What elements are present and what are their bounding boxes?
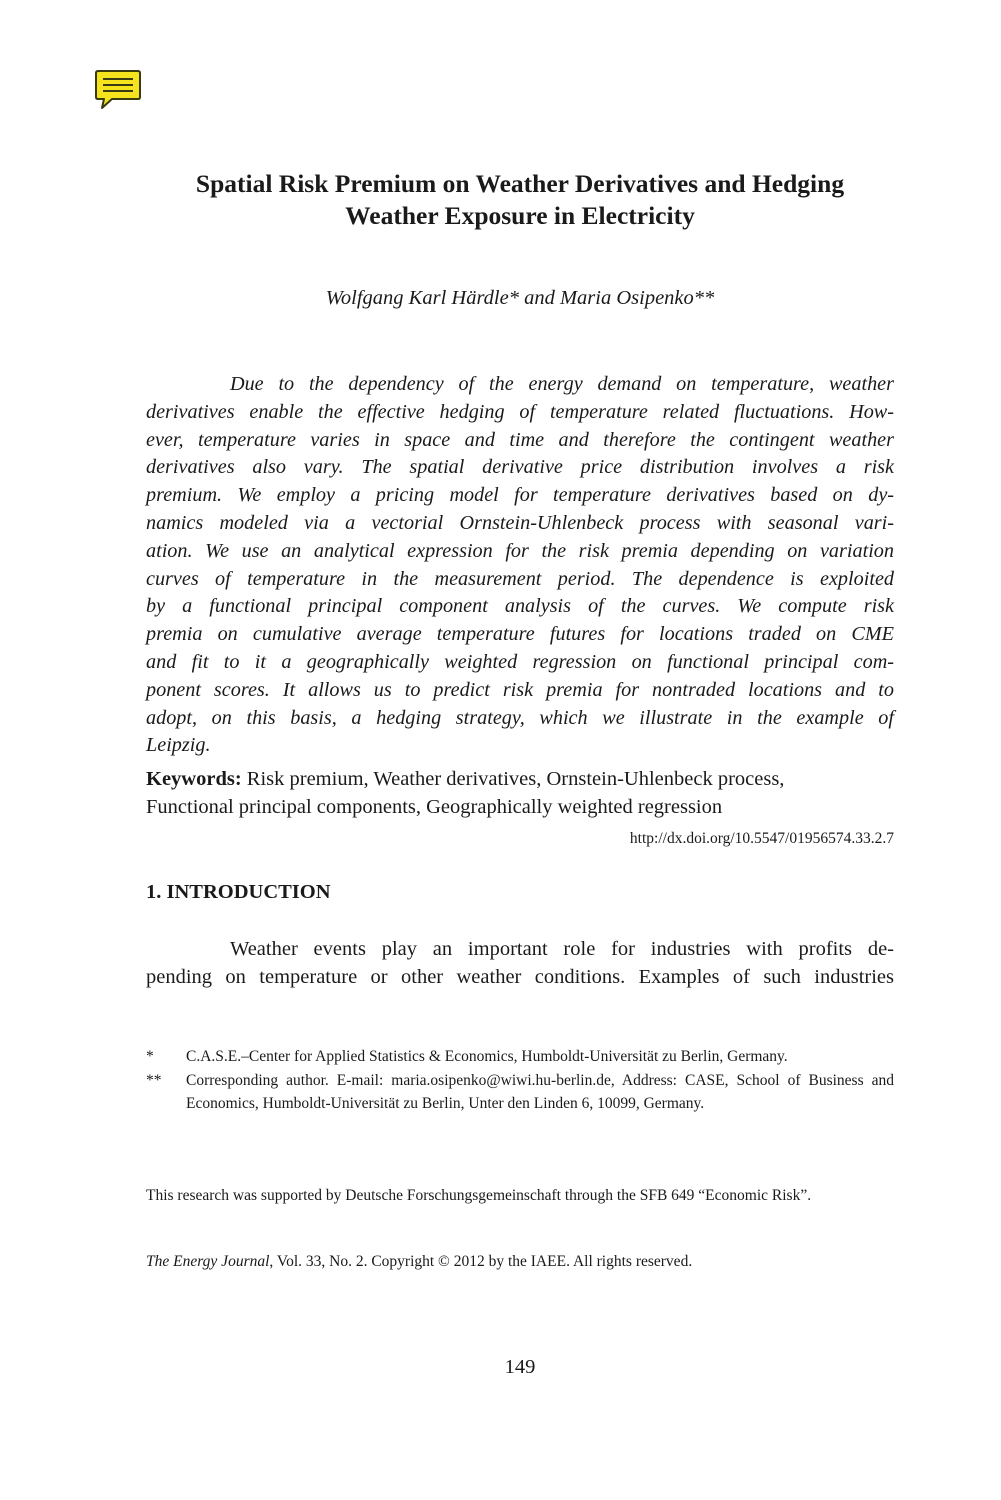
footnote-mark: ** xyxy=(146,1071,162,1089)
copyright-text: , Vol. 33, No. 2. Copyright © 2012 by the IAEE. All rights reserved. xyxy=(269,1253,693,1270)
keywords xyxy=(146,765,894,821)
journal-name: The Energy Journal xyxy=(146,1253,270,1270)
intro-line: Weather events play an important role for industries with profits de- xyxy=(230,938,894,960)
abstract-line: adopt, on this basis, a hedging strategy, which we illustrate in the example of xyxy=(146,706,894,729)
keywords-label: Keywords: xyxy=(146,768,242,790)
abstract-line: ever, temperature varies in space and time and therefore the contingent weather xyxy=(146,428,894,451)
footnotes xyxy=(146,1045,894,1116)
intro-line: pending on temperature or other weather conditions. Examples of such industries xyxy=(146,966,894,988)
abstract-line: premia on cumulative average temperature futures for locations traded on CME xyxy=(146,623,894,646)
abstract-line: ation. We use an analytical expression for the risk premia depending on variation xyxy=(146,539,894,562)
abstract-line: ponent scores. It allows us to predict risk premia for nontraded locations and to xyxy=(146,678,894,701)
author-list: Wolfgang Karl Härdle* and Maria Osipenko** xyxy=(325,287,715,309)
keywords-text: Risk premium, Weather derivatives, Ornstein-Uhlenbeck process, xyxy=(241,768,785,790)
page-number: 149 xyxy=(504,1356,536,1378)
footnote-text: Corresponding author. E-mail: maria.osipenko@wiwi.hu-berlin.de, Address: CASE, School of Business and Economics, Humboldt-Universität zu Berlin, Unter den Linden 6, 10099, Germany. xyxy=(186,1071,894,1112)
abstract-line: and fit to it a geographically weighted regression on functional principal com- xyxy=(146,650,894,673)
abstract xyxy=(146,371,894,760)
abstract-line: premium. We employ a pricing model for temperature derivatives based on dy- xyxy=(146,484,894,507)
abstract-line: by a functional principal component analysis of the curves. We compute risk xyxy=(146,595,894,618)
title-line: Spatial Risk Premium on Weather Derivatives and Hedging xyxy=(195,169,845,198)
abstract-line: derivatives also vary. The spatial derivative price distribution involves a risk xyxy=(146,456,894,479)
paper-title xyxy=(146,168,894,232)
footnote xyxy=(146,1045,894,1069)
title-line: Weather Exposure in Electricity xyxy=(345,201,695,230)
intro-paragraph xyxy=(146,935,894,991)
abstract-line: derivatives enable the effective hedging of temperature related fluctuations. How- xyxy=(146,400,894,423)
doi-link[interactable]: http://dx.doi.org/10.5547/01956574.33.2.7 xyxy=(629,830,894,847)
footnote-mark: * xyxy=(146,1048,154,1065)
abstract-line: Due to the dependency of the energy demand on temperature, weather xyxy=(230,373,894,395)
keywords-text: Functional principal components, Geographically weighted regression xyxy=(146,796,723,818)
funding-note: This research was supported by Deutsche Forschungsgemeinschaft through the SFB 649 “Economic Risk”. xyxy=(146,1187,812,1204)
section-heading: 1. INTRODUCTION xyxy=(146,881,331,903)
footnote xyxy=(146,1069,894,1116)
abstract-line: curves of temperature in the measurement period. The dependence is exploited xyxy=(146,567,894,590)
abstract-line: Leipzig. xyxy=(146,734,211,757)
comment-icon[interactable] xyxy=(94,68,142,112)
copyright-line xyxy=(146,1253,894,1271)
abstract-line: namics modeled via a vectorial Ornstein-Uhlenbeck process with seasonal vari- xyxy=(146,511,894,534)
footnote-text: C.A.S.E.–Center for Applied Statistics & Economics, Humboldt-Universität zu Berlin, Germany. xyxy=(186,1048,788,1065)
